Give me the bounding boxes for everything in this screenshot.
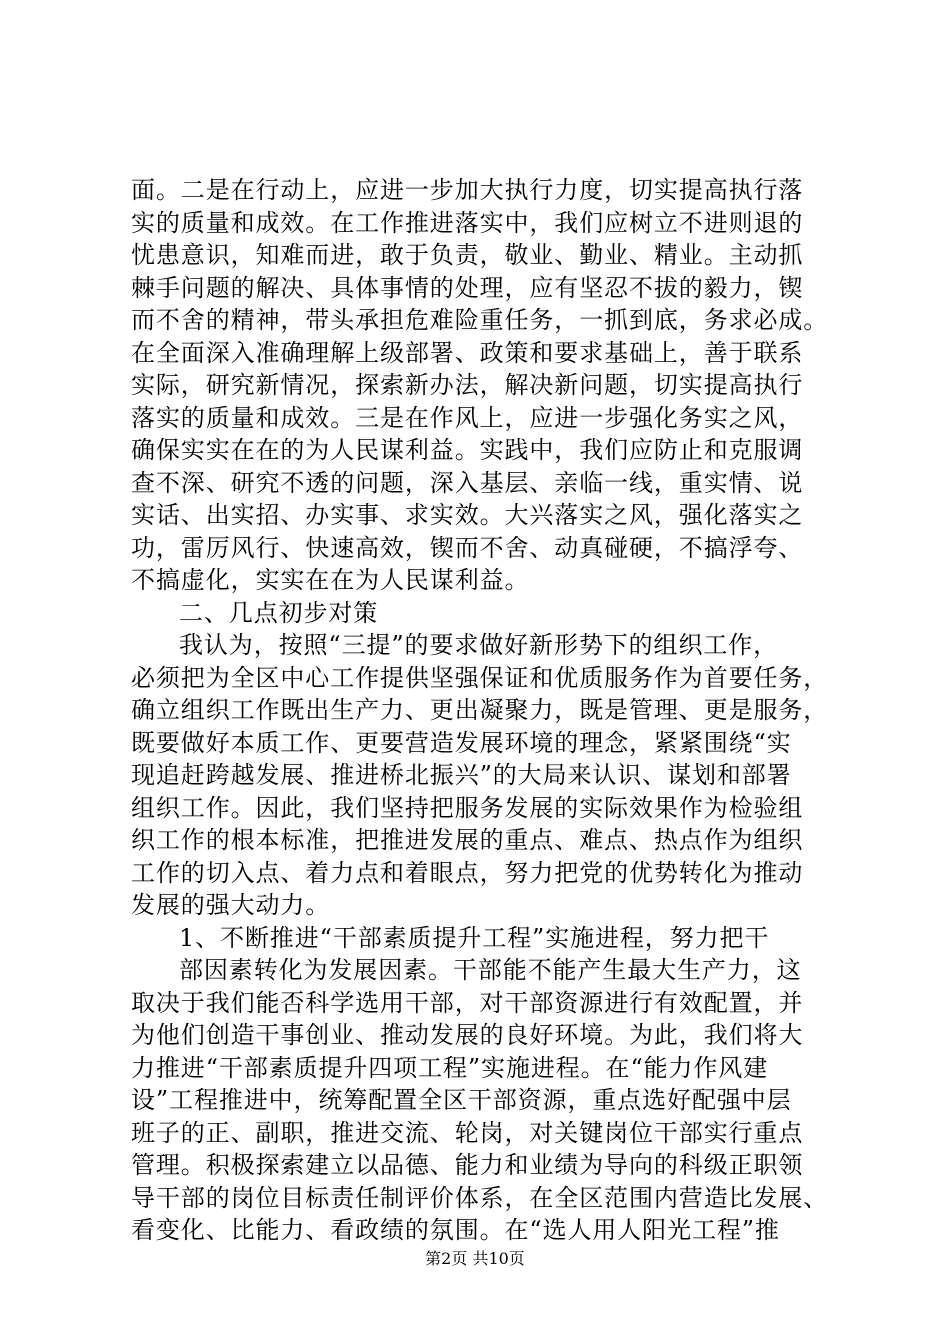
text-line: 现追赶跨越发展、推进桥北振兴”的大局来认识、谋划和部署 (131, 761, 792, 789)
text-line: 查不深、研究不透的问题，深入基层、亲临一线，重实情、说 (131, 468, 804, 497)
text-line: 忧患意识，知难而进，敢于负责，敬业、勤业、精业。主动抓 (131, 241, 804, 269)
text-line: 二、几点初步对策 (179, 598, 379, 627)
text-line: 部因素转化为发展因素。干部能不能产生最大生产力，这 (179, 956, 802, 984)
text-line: 而不舍的精神，带头承担危难险重任务，一抓到底，务求必成。 (131, 306, 829, 334)
text-line: 实际，研究新情况，探索新办法，解决新问题，切实提高执行 (131, 371, 804, 399)
text-line: 工作的切入点、着力点和着眼点，努力把党的优势转化为推动 (131, 858, 804, 887)
text-line: 力推进“干部素质提升四项工程”实施进程。在“能力作风建 (131, 1053, 769, 1082)
text-line: 导干部的岗位目标责任制评价体系，在全区范围内营造比发展、 (131, 1183, 829, 1212)
text-line: 棘手问题的解决、具体事情的处理，应有坚忍不拔的毅力，锲 (131, 273, 804, 302)
text-line: 实话、出实招、办实事、求实效。大兴落实之风，强化落实之 (131, 501, 804, 529)
text-line: 组织工作。因此，我们坚持把服务发展的实际效果作为检验组 (131, 793, 804, 822)
text-line: 既要做好本质工作、更要营造发展环境的理念，紧紧围绕“实 (131, 728, 792, 757)
text-line: 落实的质量和成效。三是在作风上，应进一步强化务实之风， (131, 403, 804, 432)
text-line: 织工作的根本标准，把推进发展的重点、难点、热点作为组织 (131, 826, 804, 854)
text-line: 为他们创造干事创业、推动发展的良好环境。为此，我们将大 (131, 1021, 804, 1049)
text-line: 功，雷厉风行、快速高效，锲而不舍、动真碰硬，不搞浮夸、 (131, 533, 804, 562)
text-line: 我认为，按照“三提”的要求做好新形势下的组织工作， (179, 631, 779, 659)
text-line: 必须把为全区中心工作提供坚强保证和优质服务作为首要任务， (131, 663, 829, 692)
text-line: 不搞虚化，实实在在为人民谋利益。 (131, 566, 530, 594)
text-line: 取决于我们能否科学选用干部，对干部资源进行有效配置，并 (131, 988, 804, 1017)
text-line: 1、不断推进“干部素质提升工程”实施进程，努力把干 (179, 923, 770, 952)
text-line: 发展的强大动力。 (131, 891, 331, 919)
text-line: 确保实实在在的为人民谋利益。实践中，我们应防止和克服调 (131, 436, 804, 464)
text-line: 面。二是在行动上，应进一步加大执行力度，切实提高执行落 (131, 176, 804, 204)
text-line: 管理。积极探索建立以品德、能力和业绩为导向的科级正职领 (131, 1151, 804, 1179)
text-line: 班子的正、副职，推进交流、轮岗，对关键岗位干部实行重点 (131, 1118, 804, 1147)
body-text (131, 174, 851, 1247)
text-line: 在全面深入准确理解上级部署、政策和要求基础上，善于联系 (131, 338, 804, 367)
page-footer: 第2页 共10页 (425, 1249, 525, 1268)
text-line: 确立组织工作既出生产力、更出凝聚力，既是管理、更是服务， (131, 696, 829, 724)
text-line: 设”工程推进中，统筹配置全区干部资源，重点选好配强中层 (131, 1086, 792, 1114)
text-line: 看变化、比能力、看政绩的氛围。在“选人用人阳光工程”推 (131, 1216, 780, 1244)
text-line: 实的质量和成效。在工作推进落实中，我们应树立不进则退的 (131, 208, 804, 237)
